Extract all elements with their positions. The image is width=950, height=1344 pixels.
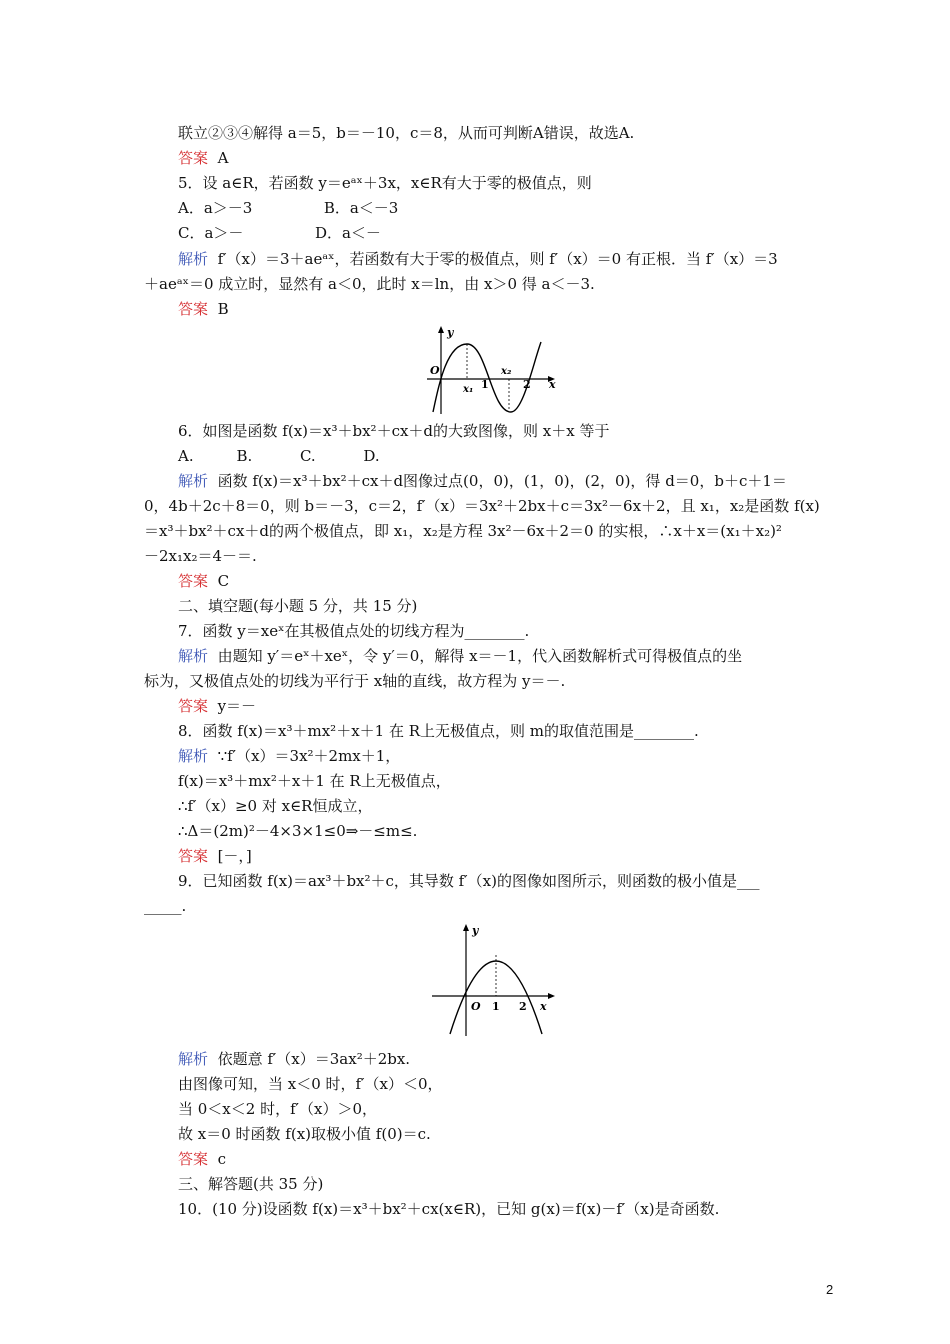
tick-1-label: 1 <box>492 1000 500 1013</box>
answer-line: 答案 c <box>178 1150 226 1168</box>
analysis-line: 解析 由题知 y′＝eˣ＋xeˣ，令 y′＝0，解得 x＝－1，代入函数解析式可得极值点的坐 <box>178 647 743 665</box>
section-heading: 二、填空题(每小题 5 分，共 15 分) <box>178 597 418 615</box>
x2-label: x₂ <box>501 366 512 377</box>
text-line: 标为，又极值点处的切线为平行于 x轴的直线，故方程为 y＝－. <box>144 672 566 690</box>
tick-2-label: 2 <box>523 378 531 391</box>
question-7: 7．函数 y＝xeˣ在其极值点处的切线方程为________. <box>178 622 530 640</box>
question-6: 6．如图是函数 f(x)＝x³＋bx²＋cx＋d的大致图像，则 x＋x 等于 <box>178 422 610 440</box>
analysis-line: 解析 依题意 f′（x）＝3ax²＋2bx. <box>178 1050 411 1068</box>
cubic-curve <box>433 342 541 412</box>
text-line: －2x₁x₂＝4－＝. <box>144 547 257 565</box>
y-arrow-icon <box>463 924 469 931</box>
text-line: 当 0＜x＜2 时，f′（x）＞0， <box>178 1100 378 1118</box>
tick-2-label: 2 <box>519 1000 527 1013</box>
text-line: 联立②③④解得 a＝5，b＝－10，c＝8，从而可判断A错误，故选A. <box>178 124 635 142</box>
option-line: A. B. C. D. <box>178 447 380 465</box>
question-9: 9．已知函数 f(x)＝ax³＋bx²＋c，其导数 f′（x)的图像如图所示，则函数的极小值是___ <box>178 872 760 890</box>
answer-line: 答案 C <box>178 572 230 590</box>
text-line: 故 x＝0 时函数 f(x)取极小值 f(0)＝c. <box>178 1125 431 1143</box>
x-label: x <box>540 1000 547 1013</box>
text-line: 0，4b＋2c＋8＝0，则 b＝－3，c＝2，f′（x）＝3x²＋2bx＋c＝3x²－6x＋2，且 x₁，x₂是函数 f(x) <box>144 497 820 515</box>
y-label: y <box>447 326 454 339</box>
text-line: ∴f′（x）≥0 对 x∈R恒成立， <box>178 797 373 815</box>
question-8: 8．函数 f(x)＝x³＋mx²＋x＋1 在 R上无极值点，则 m的取值范围是________. <box>178 722 699 740</box>
origin-label: O <box>471 1000 481 1013</box>
x-arrow-icon <box>548 993 555 999</box>
text-line: _____. <box>144 897 187 915</box>
analysis-line: 解析 函数 f(x)＝x³＋bx²＋cx＋d图像过点(0，0)，(1，0)，(2，0)，得 d＝0，b＋c＋1＝ <box>178 472 787 490</box>
text-line: 由图像可知，当 x＜0 时，f′（x）＜0， <box>178 1075 443 1093</box>
cubic-graph-figure <box>425 324 560 416</box>
page-number: 2 <box>826 1282 834 1297</box>
origin-label: O <box>430 364 440 377</box>
text-line: f(x)＝x³＋mx²＋x＋1 在 R上无极值点， <box>178 772 451 790</box>
y-arrow-icon <box>438 326 444 333</box>
text-line: ＋aeᵃˣ＝0 成立时，显然有 a＜0，此时 x＝ln，由 x＞0 得 a＜－3. <box>144 275 595 293</box>
parabola-graph-figure <box>430 922 560 1038</box>
answer-line: 答案 A <box>178 149 229 167</box>
analysis-line: 解析 f′（x）＝3＋aeᵃˣ，若函数有大于零的极值点，则 f′（x）＝0 有正根．当 f′（x）＝3 <box>178 250 778 268</box>
option-line: A．a＞－3 B．a＜－3 <box>178 199 399 217</box>
answer-line: 答案 [－，] <box>178 847 252 865</box>
y-label: y <box>472 924 479 937</box>
answer-line: 答案 y＝－ <box>178 697 257 715</box>
text-line: ＝x³＋bx²＋cx＋d的两个极值点，即 x₁，x₂是方程 3x²－6x＋2＝0 的实根，∴x＋x＝(x₁＋x₂)² <box>144 522 782 540</box>
x1-label: x₁ <box>463 384 474 395</box>
text-line: ∴Δ＝(2m)²－4×3×1≤0⇒－≤m≤. <box>178 822 418 840</box>
analysis-line: 解析 ∵f′（x）＝3x²＋2mx＋1， <box>178 747 401 765</box>
section-heading: 三、解答题(共 35 分) <box>178 1175 324 1193</box>
option-line: C．a＞－ D．a＜－ <box>178 224 381 242</box>
x-label: x <box>549 378 556 391</box>
tick-1-label: 1 <box>481 378 489 391</box>
answer-line: 答案 B <box>178 300 229 318</box>
question-10: 10．(10 分)设函数 f(x)＝x³＋bx²＋cx(x∈R)，已知 g(x)＝f(x)－f′（x)是奇函数. <box>178 1200 720 1218</box>
question-5: 5．设 a∈R，若函数 y＝eᵃˣ＋3x，x∈R有大于零的极值点，则 <box>178 174 592 192</box>
